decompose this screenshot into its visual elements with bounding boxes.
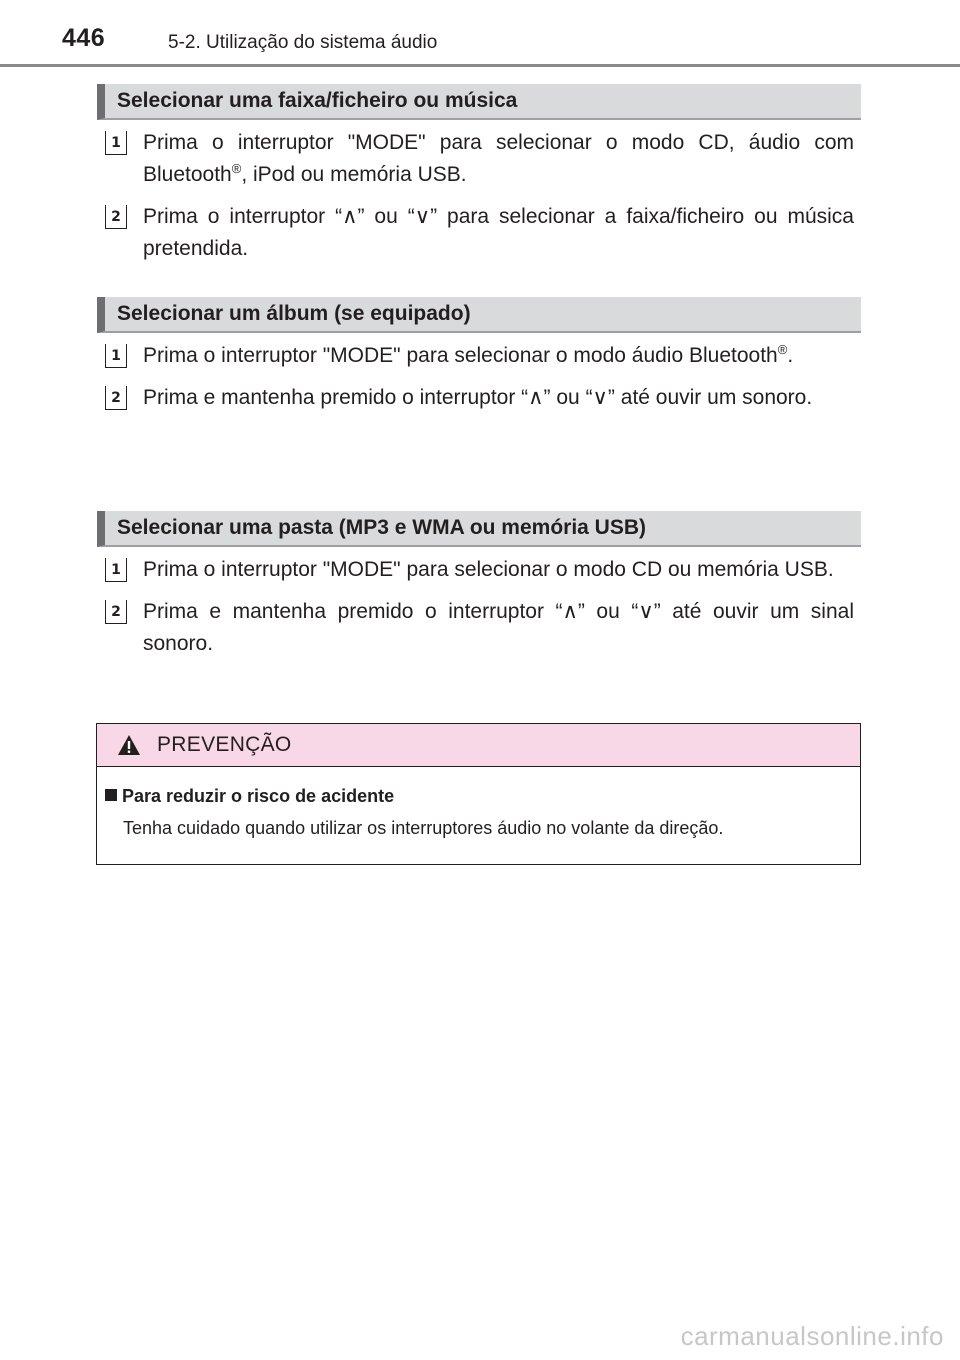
registered-mark: ® (777, 342, 788, 357)
header-divider (0, 64, 960, 67)
page-number: 446 (62, 24, 106, 52)
step-text: Prima o interruptor "MODE" para selecionar o modo CD ou memória USB. (143, 558, 834, 581)
section-title: Selecionar um álbum (se equipado) (117, 302, 471, 325)
step-number-badge: 2 (105, 600, 127, 624)
step-1 (97, 554, 861, 586)
step-number-badge: 2 (105, 386, 127, 410)
caution-title: PREVENÇÃO (157, 733, 292, 756)
step-text: Prima o interruptor “∧” ou “∨” para selecionar a faixa/ficheiro ou música pretendida. (143, 205, 854, 260)
warning-icon (117, 734, 141, 756)
square-bullet-icon (105, 789, 117, 801)
step-1 (97, 340, 861, 372)
section-select-track (97, 84, 861, 275)
chapter-title: 5-2. Utilização do sistema áudio (168, 32, 438, 53)
step-number-badge: 2 (105, 205, 127, 229)
step-text: Prima o interruptor "MODE" para selecionar o modo CD, áudio com Bluetooth®, iPod ou memória USB. (143, 131, 854, 186)
steps-list (97, 127, 861, 265)
step-2 (97, 201, 861, 265)
step-2 (97, 382, 861, 414)
step-2 (97, 596, 861, 660)
section-heading (97, 511, 861, 547)
step-text: Prima o interruptor "MODE" para selecionar o modo áudio Bluetooth®. (143, 342, 794, 367)
section-select-folder (97, 511, 861, 670)
caution-item-title: Para reduzir o risco de acidente (122, 786, 395, 806)
caution-item-text: Tenha cuidado quando utilizar os interruptores áudio no volante da direção. (123, 818, 724, 838)
section-select-album (97, 297, 861, 424)
caution-header (97, 724, 860, 767)
steps-list (97, 340, 861, 414)
step-number-badge: 1 (105, 131, 127, 155)
step-text: Prima e mantenha premido o interruptor “∧” ou “∨” até ouvir um sinal sonoro. (143, 600, 854, 655)
caution-box (96, 723, 861, 865)
section-title: Selecionar uma faixa/ficheiro ou música (117, 89, 518, 112)
section-heading (97, 84, 861, 120)
step-number-badge: 1 (105, 558, 127, 582)
step-1 (97, 127, 861, 191)
step-text: Prima e mantenha premido o interruptor “∧” ou “∨” até ouvir um sonoro. (143, 386, 813, 409)
section-title: Selecionar uma pasta (MP3 e WMA ou memória USB) (117, 516, 647, 539)
steps-list (97, 554, 861, 660)
page-header (0, 0, 960, 70)
watermark: carmanualsonline.info (680, 1321, 944, 1351)
step-number-badge: 1 (105, 344, 127, 368)
section-heading (97, 297, 861, 333)
caution-item-heading (105, 786, 394, 807)
registered-mark: ® (231, 161, 242, 176)
